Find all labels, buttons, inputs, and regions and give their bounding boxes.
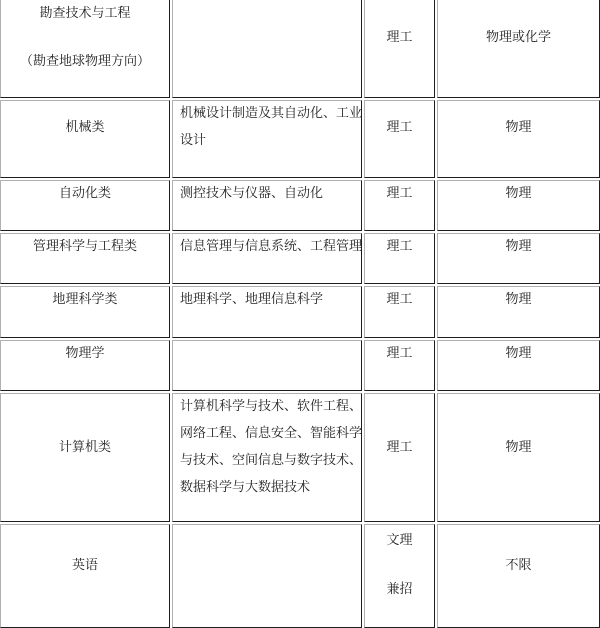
subject-cell [437,524,600,628]
category-text: 理工 [386,30,413,45]
category-text: 理工 [386,239,413,254]
major-cell [0,340,170,391]
subject-cell [437,233,600,284]
major-name: 物理学 [65,346,105,361]
subject-cell [437,340,600,391]
major-cell [0,0,170,98]
category-cell [364,233,435,284]
subject-cell [437,0,600,98]
subject-cell [437,393,600,522]
major-name: 计算机类 [58,440,111,455]
major-cell [0,100,170,178]
major-cell [0,286,170,338]
subject-text: 物理 [505,346,532,361]
major-name: 机械类 [65,120,105,135]
programs-text: 机械设计制造及其自动化、工业 [180,106,363,121]
category-cell [364,100,435,178]
subject-cell [437,100,600,178]
major-cell [0,180,170,231]
programs-text: 网络工程、信息安全、智能科学 [180,426,363,441]
subject-cell [437,286,600,338]
category-cell [364,286,435,338]
subject-text: 物理 [505,440,532,455]
subject-cell [437,180,600,231]
programs-cell [172,180,362,231]
category-cell [364,340,435,391]
programs-cell [172,524,362,628]
subject-text: 物理 [505,239,532,254]
subject-text: 物理 [505,292,532,307]
category-text: 理工 [386,440,413,455]
category-text: 理工 [386,120,413,135]
programs-text: 与技术、空间信息与数字技术、 [180,453,363,468]
category-cell [364,393,435,522]
major-cell [0,233,170,284]
programs-cell [172,100,362,178]
major-cell [0,524,170,628]
subject-text: 物理或化学 [485,30,551,45]
category-cell [364,524,435,628]
category-text: 理工 [386,292,413,307]
major-name: 自动化类 [58,186,111,201]
programs-cell [172,340,362,391]
programs-text: 计算机科学与技术、软件工程、 [180,399,363,414]
category-text: 理工 [386,186,413,201]
programs-text: 地理科学、地理信息科学 [180,292,324,307]
category-cell [364,180,435,231]
programs-cell [172,286,362,338]
category-cell [364,0,435,98]
major-name: 管理科学与工程类 [32,239,137,254]
major-name: 地理科学类 [52,292,118,307]
programs-text: 信息管理与信息系统、工程管理 [180,239,363,254]
programs-cell [172,233,362,284]
programs-cell [172,393,362,522]
major-name: 英语 [71,558,98,573]
category-text: 理工 [386,346,413,361]
subject-text: 不限 [505,558,532,573]
subject-text: 物理 [505,186,532,201]
programs-text: 数据科学与大数据技术 [180,480,311,495]
category-text: 文理 [386,533,413,548]
category-text: 兼招 [386,582,413,597]
major-direction: （勘查地球物理方向） [19,54,150,69]
major-cell [0,393,170,522]
programs-text: 测控技术与仪器、自动化 [180,186,324,201]
major-name: 勘查技术与工程 [39,6,131,21]
programs-cell [172,0,362,98]
subject-text: 物理 [505,120,532,135]
programs-text: 设计 [180,133,207,148]
